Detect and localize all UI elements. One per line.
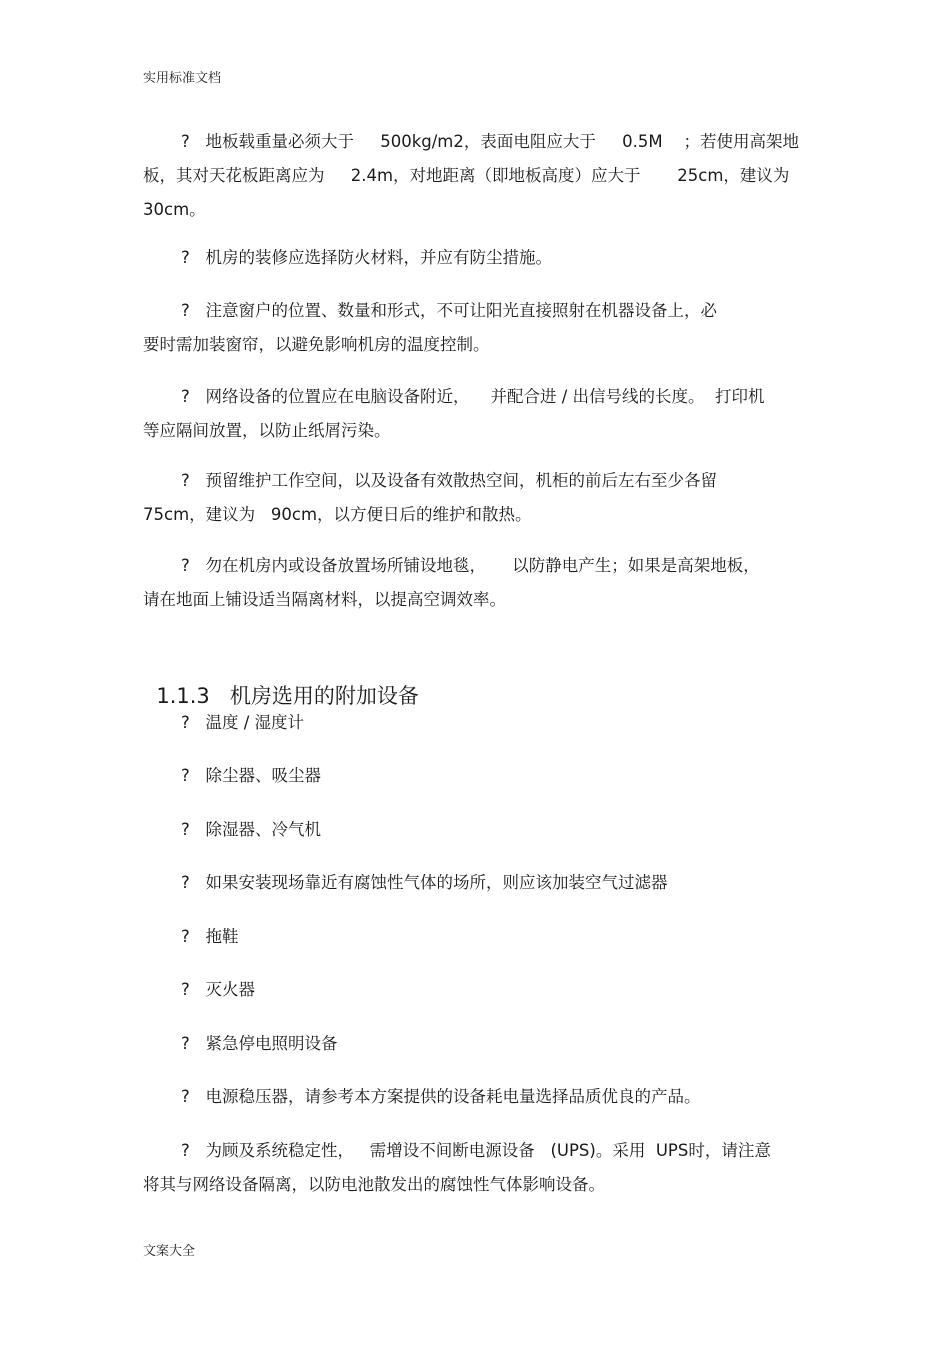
paragraph-line: ? 勿在机房内或设备放置场所铺设地毯， 以防静电产生；如果是高架地板， (181, 556, 760, 575)
paragraph-line: 将其与网络设备隔离，以防电池散发出的腐蚀性气体影响设备。 (143, 1175, 605, 1194)
section-heading (143, 645, 419, 713)
paragraph-carpet (143, 549, 808, 617)
paragraph-windows (143, 294, 808, 362)
paragraph-line: ? 为顾及系统稳定性， 需增设不间断电源设备 (UPS)。采用 UPS时，请注意 (181, 1141, 771, 1160)
section-number: 1.1.3 (156, 684, 210, 708)
section-title: 机房选用的附加设备 (229, 684, 419, 708)
page-header: 实用标准文档 (143, 71, 222, 86)
list-item: ? 拖鞋 (181, 927, 239, 946)
list-item: ? 除尘器、吸尘器 (181, 766, 321, 785)
paragraph-line: 要时需加装窗帘，以避免影响机房的温度控制。 (143, 335, 490, 354)
paragraph-line: 板，其对天花板距离应为 2.4m，对地距离（即地板高度）应大于 25cm，建议为 (143, 166, 790, 185)
list-item: ? 电源稳压器，请参考本方案提供的设备耗电量选择品质优良的产品。 (181, 1087, 701, 1106)
list-item: ? 紧急停电照明设备 (181, 1034, 338, 1053)
list-item: ? 除湿器、冷气机 (181, 820, 321, 839)
paragraph-fireproof-materials (143, 241, 808, 275)
page-footer: 文案大全 (143, 1244, 196, 1259)
paragraph-floor-requirements (143, 125, 808, 227)
list-item: ? 如果安装现场靠近有腐蚀性气体的场所，则应该加装空气过滤器 (181, 873, 668, 892)
paragraph-maintenance-space (143, 464, 808, 532)
paragraph-line: ? 地板载重量必须大于 500kg/m2，表面电阻应大于 0.5M ；若使用高架地 (181, 132, 800, 151)
paragraph-line: ? 预留维护工作空间，以及设备有效散热空间，机柜的前后左右至少各留 (181, 471, 717, 490)
list-item: ? 灭火器 (181, 980, 255, 999)
paragraph-line: ? 机房的装修应选择防火材料，并应有防尘措施。 (181, 248, 552, 267)
paragraph-line: 75cm，建议为 90cm，以方便日后的维护和散热。 (143, 505, 532, 524)
paragraph-ups (143, 1134, 808, 1202)
paragraph-line: ? 注意窗户的位置、数量和形式，不可让阳光直接照射在机器设备上，必 (181, 301, 717, 320)
paragraph-line: 30cm。 (143, 200, 206, 219)
paragraph-line: 请在地面上铺设适当隔离材料，以提高空调效率。 (143, 590, 506, 609)
list-item: ? 温度 / 湿度计 (181, 713, 305, 732)
paragraph-network-devices (143, 380, 808, 448)
paragraph-line: 等应隔间放置，以防止纸屑污染。 (143, 421, 391, 440)
paragraph-line: ? 网络设备的位置应在电脑设备附近， 并配合进 / 出信号线的长度。 打印机 (181, 387, 765, 406)
